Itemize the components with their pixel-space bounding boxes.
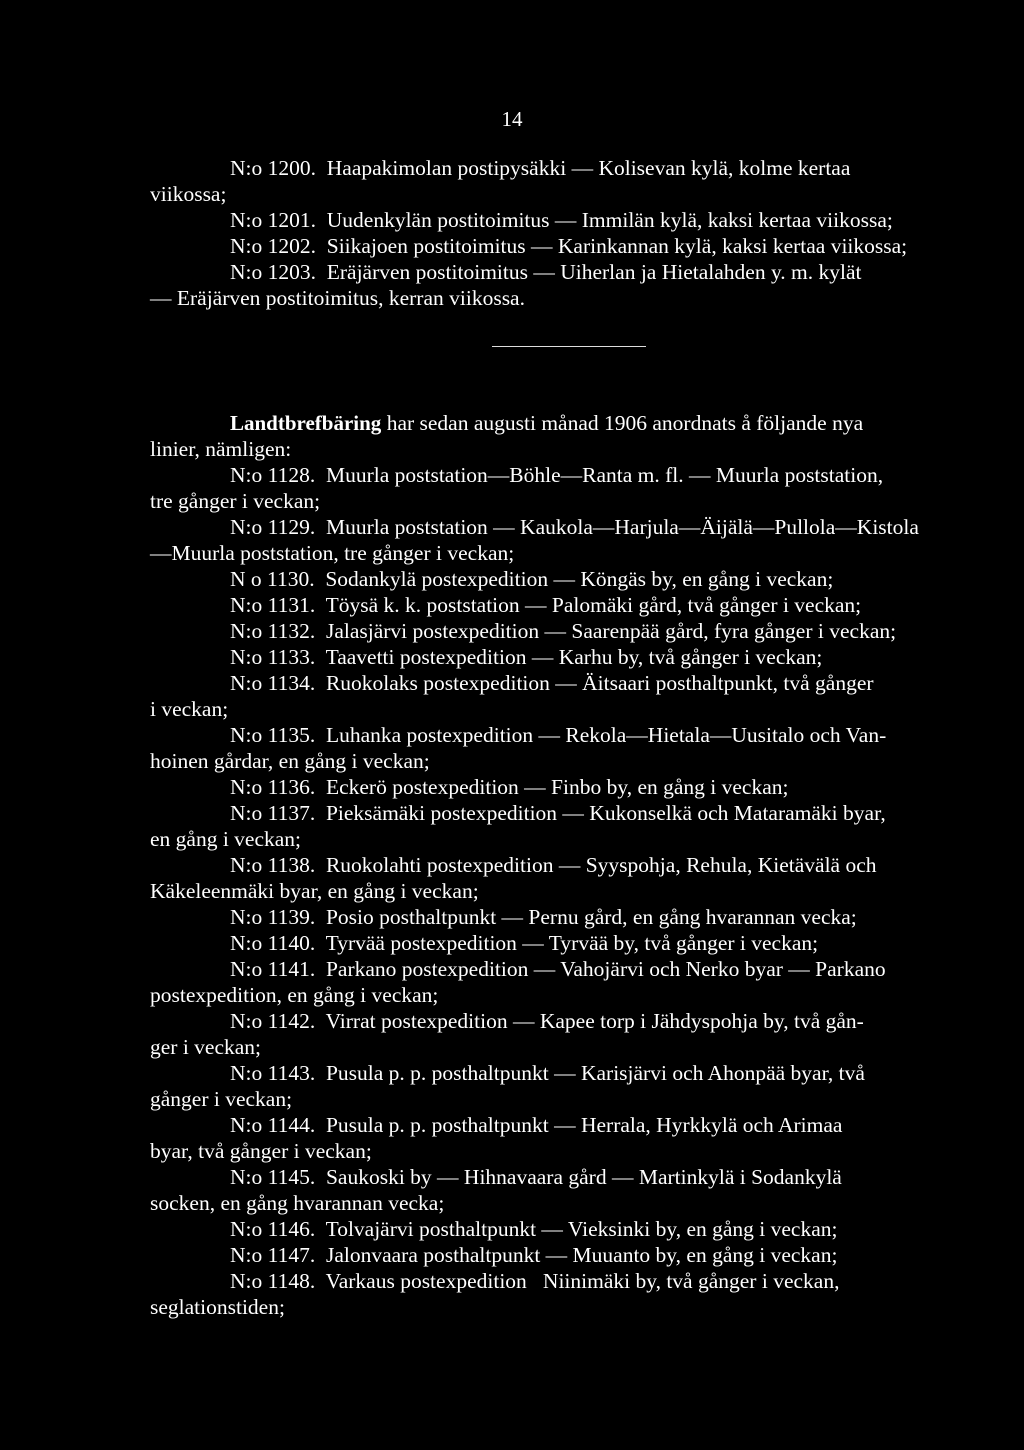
text-line: N:o 1134. Ruokolaks postexpedition — Äitsaari posthaltpunkt, två gånger	[230, 671, 874, 695]
text-line: hoinen gårdar, en gång i veckan;	[150, 749, 430, 773]
section-intro-continuation: linier, nämligen:	[150, 437, 292, 461]
text-line: N:o 1140. Tyrvää postexpedition — Tyrvää by, två gånger i veckan;	[230, 931, 819, 955]
text-line: N:o 1148. Varkaus postexpedition Niinimäki by, två gånger i veckan,	[230, 1269, 840, 1293]
text-line: N:o 1136. Eckerö postexpedition — Finbo by, en gång i veckan;	[230, 775, 789, 799]
section-intro-text: har sedan augusti månad 1906 anordnats å följande nya	[381, 411, 864, 435]
text-line: N:o 1128. Muurla poststation—Böhle—Ranta m. fl. — Muurla poststation,	[230, 463, 884, 487]
text-line: N:o 1200. Haapakimolan postipysäkki — Kolisevan kylä, kolme kertaa	[230, 156, 851, 180]
text-line: byar, två gånger i veckan;	[150, 1139, 372, 1163]
section-heading: Landtbrefbäring	[230, 411, 382, 435]
text-line: viikossa;	[150, 182, 227, 206]
text-line: N:o 1202. Siikajoen postitoimitus — Karinkannan kylä, kaksi kertaa viikossa;	[230, 234, 908, 258]
text-line: i veckan;	[150, 697, 229, 721]
text-line: N:o 1137. Pieksämäki postexpedition — Kukonselkä och Mataramäki byar,	[230, 801, 886, 825]
text-line: seglationstiden;	[150, 1295, 285, 1319]
page-number: 14	[501, 107, 523, 131]
text-line: N:o 1147. Jalonvaara posthaltpunkt — Muuanto by, en gång i veckan;	[230, 1243, 838, 1267]
text-line: tre gånger i veckan;	[150, 489, 321, 513]
text-line: postexpedition, en gång i veckan;	[150, 983, 439, 1007]
section-divider	[492, 346, 646, 347]
text-line: N:o 1131. Töysä k. k. poststation — Palomäki gård, två gånger i veckan;	[230, 593, 862, 617]
text-line: N:o 1145. Saukoski by — Hihnavaara gård — Martinkylä i Sodankylä	[230, 1165, 842, 1189]
text-line: N:o 1133. Taavetti postexpedition — Karhu by, två gånger i veckan;	[230, 645, 823, 669]
text-line: Käkeleenmäki byar, en gång i veckan;	[150, 879, 479, 903]
text-line: N:o 1129. Muurla poststation — Kaukola—Harjula—Äijälä—Pullola—Kistola	[230, 515, 919, 539]
text-line: socken, en gång hvarannan vecka;	[150, 1191, 445, 1215]
text-line: gånger i veckan;	[150, 1087, 293, 1111]
text-line: N:o 1144. Pusula p. p. posthaltpunkt — Herrala, Hyrkkylä och Arimaa	[230, 1113, 843, 1137]
text-line: N:o 1203. Eräjärven postitoimitus — Uiherlan ja Hietalahden y. m. kylät	[230, 260, 862, 284]
text-line: N:o 1141. Parkano postexpedition — Vahojärvi och Nerko byar — Parkano	[230, 957, 886, 981]
text-line: —Muurla poststation, tre gånger i veckan;	[150, 541, 515, 565]
text-line: N:o 1139. Posio posthaltpunkt — Pernu gård, en gång hvarannan vecka;	[230, 905, 857, 929]
text-line: N o 1130. Sodankylä postexpedition — Köngäs by, en gång i veckan;	[230, 567, 834, 591]
text-line: en gång i veckan;	[150, 827, 302, 851]
text-line: N:o 1146. Tolvajärvi posthaltpunkt — Vieksinki by, en gång i veckan;	[230, 1217, 838, 1241]
text-line: N:o 1138. Ruokolahti postexpedition — Syyspohja, Rehula, Kietävälä och	[230, 853, 877, 877]
text-line: N:o 1135. Luhanka postexpedition — Rekola—Hietala—Uusitalo och Van-	[230, 723, 887, 747]
text-line: N:o 1142. Virrat postexpedition — Kapee torp i Jähdyspohja by, två gån-	[230, 1009, 864, 1033]
section-intro	[230, 410, 863, 436]
text-line: N:o 1132. Jalasjärvi postexpedition — Saarenpää gård, fyra gånger i veckan;	[230, 619, 897, 643]
text-line: N:o 1143. Pusula p. p. posthaltpunkt — Karisjärvi och Ahonpää byar, två	[230, 1061, 865, 1085]
text-line: ger i veckan;	[150, 1035, 262, 1059]
text-line: N:o 1201. Uudenkylän postitoimitus — Immilän kylä, kaksi kertaa viikossa;	[230, 208, 893, 232]
text-line: — Eräjärven postitoimitus, kerran viikossa.	[150, 286, 525, 310]
